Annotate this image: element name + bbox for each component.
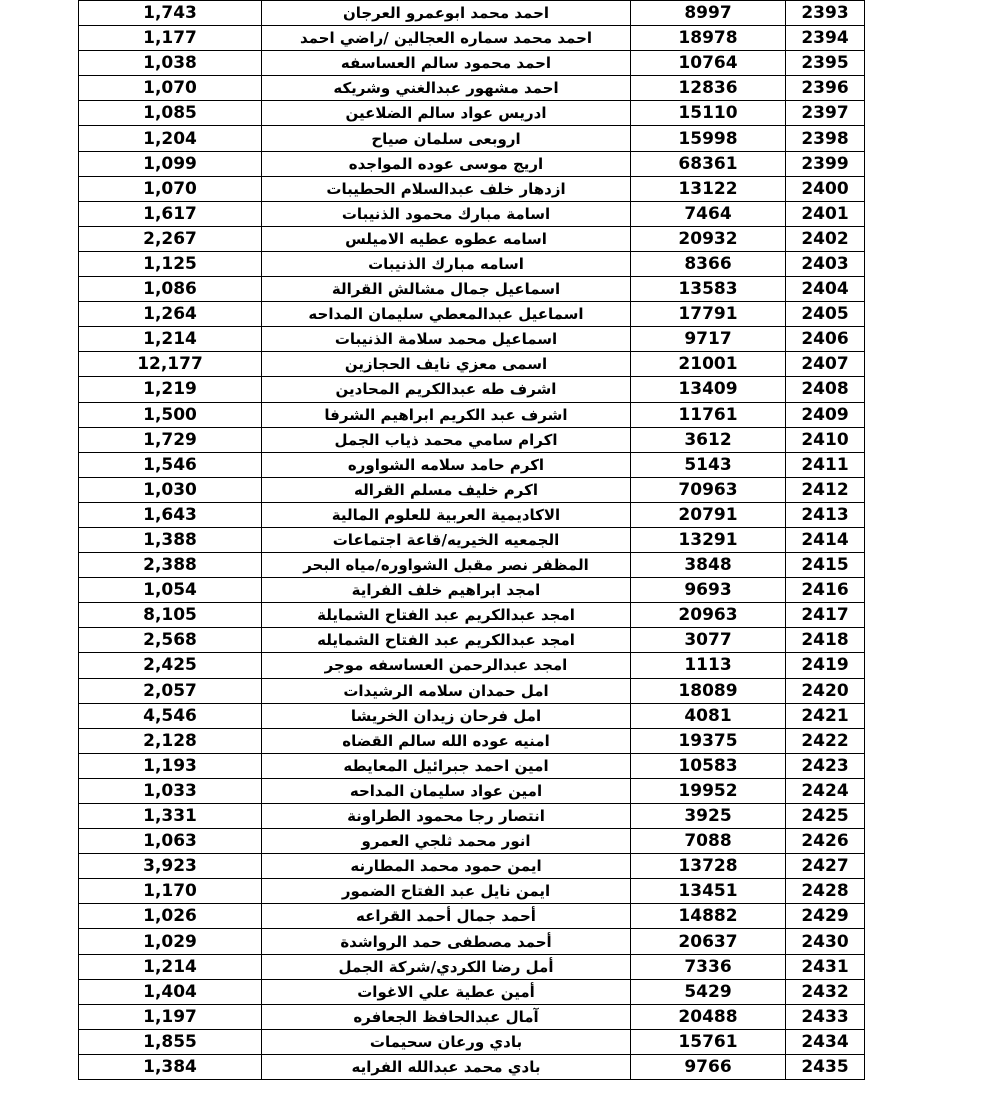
account-number-cell: 3925 — [631, 804, 786, 829]
amount-cell: 3,923 — [79, 854, 262, 879]
amount-cell: 2,128 — [79, 728, 262, 753]
amount-cell: 1,030 — [79, 477, 262, 502]
account-number-cell: 19375 — [631, 728, 786, 753]
sequence-number-cell: 2428 — [786, 879, 865, 904]
name-cell: اسامة مبارك محمود الذنيبات — [262, 201, 631, 226]
account-number-cell: 13728 — [631, 854, 786, 879]
name-cell: اكرام سامي محمد ذياب الجمل — [262, 427, 631, 452]
name-cell: امجد عبدالرحمن العساسفه موجر — [262, 653, 631, 678]
amount-cell: 1,033 — [79, 778, 262, 803]
sequence-number-cell: 2402 — [786, 226, 865, 251]
account-number-cell: 14882 — [631, 904, 786, 929]
amount-cell: 1,125 — [79, 251, 262, 276]
name-cell: اسامه عطوه عطيه الاميلس — [262, 226, 631, 251]
amount-cell: 1,214 — [79, 954, 262, 979]
amount-cell: 1,404 — [79, 979, 262, 1004]
sequence-number-cell: 2427 — [786, 854, 865, 879]
amount-cell: 1,193 — [79, 753, 262, 778]
amount-cell: 1,388 — [79, 527, 262, 552]
name-cell: اسماعيل عبدالمعطي سليمان المداحه — [262, 302, 631, 327]
ledger-table — [78, 0, 865, 1080]
sequence-number-cell: 2419 — [786, 653, 865, 678]
table-row — [79, 352, 865, 377]
sequence-number-cell: 2422 — [786, 728, 865, 753]
amount-cell: 1,070 — [79, 176, 262, 201]
table-row — [79, 854, 865, 879]
table-row — [79, 603, 865, 628]
sequence-number-cell: 2398 — [786, 126, 865, 151]
name-cell: امجد ابراهيم خلف الفراية — [262, 578, 631, 603]
sequence-number-cell: 2414 — [786, 527, 865, 552]
ledger-body — [79, 1, 865, 1080]
amount-cell: 1,177 — [79, 26, 262, 51]
account-number-cell: 9766 — [631, 1054, 786, 1079]
table-row — [79, 452, 865, 477]
account-number-cell: 7464 — [631, 201, 786, 226]
name-cell: المظفر نصر مقبل الشواوره/مياه البحر — [262, 553, 631, 578]
table-row — [79, 703, 865, 728]
amount-cell: 1,331 — [79, 804, 262, 829]
sequence-number-cell: 2408 — [786, 377, 865, 402]
table-row — [79, 929, 865, 954]
amount-cell: 1,029 — [79, 929, 262, 954]
table-row — [79, 979, 865, 1004]
sequence-number-cell: 2417 — [786, 603, 865, 628]
name-cell: انور محمد ثلجي العمرو — [262, 829, 631, 854]
amount-cell: 2,057 — [79, 678, 262, 703]
sequence-number-cell: 2418 — [786, 628, 865, 653]
sequence-number-cell: 2395 — [786, 51, 865, 76]
table-row — [79, 251, 865, 276]
table-row — [79, 427, 865, 452]
amount-cell: 1,617 — [79, 201, 262, 226]
table-row — [79, 377, 865, 402]
name-cell: امل حمدان سلامه الرشيدات — [262, 678, 631, 703]
account-number-cell: 20488 — [631, 1004, 786, 1029]
name-cell: اسامه مبارك الذنيبات — [262, 251, 631, 276]
amount-cell: 2,267 — [79, 226, 262, 251]
name-cell: اسمى معزي نايف الحجازين — [262, 352, 631, 377]
account-number-cell: 13583 — [631, 277, 786, 302]
table-row — [79, 1029, 865, 1054]
table-row — [79, 527, 865, 552]
sequence-number-cell: 2403 — [786, 251, 865, 276]
account-number-cell: 70963 — [631, 477, 786, 502]
name-cell: احمد محمد سماره العجالين /راضي احمد — [262, 26, 631, 51]
sequence-number-cell: 2421 — [786, 703, 865, 728]
amount-cell: 1,197 — [79, 1004, 262, 1029]
account-number-cell: 15761 — [631, 1029, 786, 1054]
amount-cell: 1,743 — [79, 1, 262, 26]
amount-cell: 1,855 — [79, 1029, 262, 1054]
name-cell: امين عواد سليمان المداحه — [262, 778, 631, 803]
table-row — [79, 402, 865, 427]
sequence-number-cell: 2435 — [786, 1054, 865, 1079]
account-number-cell: 8366 — [631, 251, 786, 276]
table-row — [79, 26, 865, 51]
sequence-number-cell: 2397 — [786, 101, 865, 126]
name-cell: امجد عبدالكريم عبد الفتاح الشمايلة — [262, 603, 631, 628]
sequence-number-cell: 2420 — [786, 678, 865, 703]
sequence-number-cell: 2394 — [786, 26, 865, 51]
amount-cell: 4,546 — [79, 703, 262, 728]
amount-cell: 1,214 — [79, 327, 262, 352]
sequence-number-cell: 2396 — [786, 76, 865, 101]
table-row — [79, 302, 865, 327]
account-number-cell: 20791 — [631, 502, 786, 527]
account-number-cell: 20932 — [631, 226, 786, 251]
name-cell: بادي ورعان سحيمات — [262, 1029, 631, 1054]
sequence-number-cell: 2412 — [786, 477, 865, 502]
amount-cell: 1,264 — [79, 302, 262, 327]
table-row — [79, 778, 865, 803]
amount-cell: 1,546 — [79, 452, 262, 477]
account-number-cell: 11761 — [631, 402, 786, 427]
amount-cell: 1,063 — [79, 829, 262, 854]
amount-cell: 1,054 — [79, 578, 262, 603]
name-cell: اشرف عبد الكريم ابراهيم الشرفا — [262, 402, 631, 427]
table-row — [79, 678, 865, 703]
account-number-cell: 5429 — [631, 979, 786, 1004]
name-cell: اكرم حامد سلامه الشواوره — [262, 452, 631, 477]
table-row — [79, 628, 865, 653]
account-number-cell: 3848 — [631, 553, 786, 578]
account-number-cell: 9717 — [631, 327, 786, 352]
name-cell: أحمد جمال أحمد القراعه — [262, 904, 631, 929]
sequence-number-cell: 2434 — [786, 1029, 865, 1054]
sequence-number-cell: 2425 — [786, 804, 865, 829]
sequence-number-cell: 2433 — [786, 1004, 865, 1029]
sequence-number-cell: 2401 — [786, 201, 865, 226]
table-row — [79, 51, 865, 76]
account-number-cell: 15110 — [631, 101, 786, 126]
amount-cell: 1,026 — [79, 904, 262, 929]
name-cell: اشرف طه عبدالكريم المحادين — [262, 377, 631, 402]
name-cell: اسماعيل محمد سلامة الذنيبات — [262, 327, 631, 352]
account-number-cell: 20963 — [631, 603, 786, 628]
table-row — [79, 226, 865, 251]
account-number-cell: 8997 — [631, 1, 786, 26]
amount-cell: 1,085 — [79, 101, 262, 126]
account-number-cell: 3077 — [631, 628, 786, 653]
table-row — [79, 954, 865, 979]
sequence-number-cell: 2424 — [786, 778, 865, 803]
table-row — [79, 176, 865, 201]
account-number-cell: 20637 — [631, 929, 786, 954]
table-row — [79, 327, 865, 352]
table-row — [79, 101, 865, 126]
table-row — [79, 201, 865, 226]
name-cell: أمل رضا الكردي/شركة الجمل — [262, 954, 631, 979]
name-cell: آمال عبدالحافظ الجعافره — [262, 1004, 631, 1029]
sequence-number-cell: 2429 — [786, 904, 865, 929]
account-number-cell: 7088 — [631, 829, 786, 854]
name-cell: الجمعيه الخيريه/قاعة اجتماعات — [262, 527, 631, 552]
account-number-cell: 18978 — [631, 26, 786, 51]
name-cell: احمد مشهور عبدالغني وشريكه — [262, 76, 631, 101]
table-row — [79, 76, 865, 101]
name-cell: احمد محمود سالم العساسفه — [262, 51, 631, 76]
sequence-number-cell: 2404 — [786, 277, 865, 302]
amount-cell: 2,568 — [79, 628, 262, 653]
sequence-number-cell: 2399 — [786, 151, 865, 176]
table-row — [79, 1, 865, 26]
amount-cell: 1,204 — [79, 126, 262, 151]
sequence-number-cell: 2430 — [786, 929, 865, 954]
account-number-cell: 19952 — [631, 778, 786, 803]
account-number-cell: 13122 — [631, 176, 786, 201]
account-number-cell: 3612 — [631, 427, 786, 452]
table-row — [79, 653, 865, 678]
document-sheet — [78, 0, 864, 1098]
name-cell: انتصار رجا محمود الطراونة — [262, 804, 631, 829]
table-row — [79, 1054, 865, 1079]
amount-cell: 12,177 — [79, 352, 262, 377]
sequence-number-cell: 2415 — [786, 553, 865, 578]
account-number-cell: 18089 — [631, 678, 786, 703]
sequence-number-cell: 2431 — [786, 954, 865, 979]
name-cell: اكرم خليف مسلم القراله — [262, 477, 631, 502]
table-row — [79, 1004, 865, 1029]
amount-cell: 2,425 — [79, 653, 262, 678]
account-number-cell: 10764 — [631, 51, 786, 76]
name-cell: ادريس عواد سالم الضلاعين — [262, 101, 631, 126]
amount-cell: 1,086 — [79, 277, 262, 302]
account-number-cell: 13451 — [631, 879, 786, 904]
sequence-number-cell: 2409 — [786, 402, 865, 427]
amount-cell: 1,070 — [79, 76, 262, 101]
account-number-cell: 68361 — [631, 151, 786, 176]
sequence-number-cell: 2405 — [786, 302, 865, 327]
table-row — [79, 728, 865, 753]
table-row — [79, 879, 865, 904]
name-cell: ايمن نايل عبد الفتاح الضمور — [262, 879, 631, 904]
account-number-cell: 17791 — [631, 302, 786, 327]
account-number-cell: 4081 — [631, 703, 786, 728]
amount-cell: 1,170 — [79, 879, 262, 904]
sequence-number-cell: 2406 — [786, 327, 865, 352]
amount-cell: 1,219 — [79, 377, 262, 402]
table-row — [79, 904, 865, 929]
name-cell: امجد عبدالكريم عبد الفتاح الشمايله — [262, 628, 631, 653]
sequence-number-cell: 2407 — [786, 352, 865, 377]
account-number-cell: 12836 — [631, 76, 786, 101]
table-row — [79, 753, 865, 778]
account-number-cell: 7336 — [631, 954, 786, 979]
name-cell: أحمد مصطفى حمد الرواشدة — [262, 929, 631, 954]
account-number-cell: 13291 — [631, 527, 786, 552]
account-number-cell: 13409 — [631, 377, 786, 402]
account-number-cell: 15998 — [631, 126, 786, 151]
account-number-cell: 5143 — [631, 452, 786, 477]
sequence-number-cell: 2400 — [786, 176, 865, 201]
sequence-number-cell: 2410 — [786, 427, 865, 452]
amount-cell: 1,038 — [79, 51, 262, 76]
amount-cell: 1,729 — [79, 427, 262, 452]
amount-cell: 1,099 — [79, 151, 262, 176]
name-cell: اسماعيل جمال مشالش القرالة — [262, 277, 631, 302]
table-row — [79, 804, 865, 829]
sequence-number-cell: 2393 — [786, 1, 865, 26]
table-row — [79, 477, 865, 502]
table-row — [79, 502, 865, 527]
sequence-number-cell: 2416 — [786, 578, 865, 603]
name-cell: الاكاديمية العربية للعلوم المالية — [262, 502, 631, 527]
sequence-number-cell: 2423 — [786, 753, 865, 778]
table-row — [79, 277, 865, 302]
amount-cell: 2,388 — [79, 553, 262, 578]
name-cell: اروبعى سلمان صياح — [262, 126, 631, 151]
sequence-number-cell: 2432 — [786, 979, 865, 1004]
table-row — [79, 553, 865, 578]
amount-cell: 1,643 — [79, 502, 262, 527]
name-cell: اريج موسى عوده المواجده — [262, 151, 631, 176]
table-row — [79, 126, 865, 151]
account-number-cell: 1113 — [631, 653, 786, 678]
account-number-cell: 9693 — [631, 578, 786, 603]
table-row — [79, 829, 865, 854]
sequence-number-cell: 2426 — [786, 829, 865, 854]
account-number-cell: 21001 — [631, 352, 786, 377]
name-cell: ايمن حمود محمد المطارنه — [262, 854, 631, 879]
table-row — [79, 151, 865, 176]
name-cell: بادي محمد عبدالله الفرايه — [262, 1054, 631, 1079]
name-cell: احمد محمد ابوعمرو العرجان — [262, 1, 631, 26]
table-row — [79, 578, 865, 603]
name-cell: امين احمد جبرائيل المعايطه — [262, 753, 631, 778]
name-cell: امنيه عوده الله سالم القضاه — [262, 728, 631, 753]
sequence-number-cell: 2411 — [786, 452, 865, 477]
amount-cell: 1,500 — [79, 402, 262, 427]
amount-cell: 1,384 — [79, 1054, 262, 1079]
name-cell: امل فرحان زيدان الخريشا — [262, 703, 631, 728]
name-cell: ازدهار خلف عبدالسلام الحطيبات — [262, 176, 631, 201]
sequence-number-cell: 2413 — [786, 502, 865, 527]
name-cell: أمين عطية علي الاغوات — [262, 979, 631, 1004]
amount-cell: 8,105 — [79, 603, 262, 628]
account-number-cell: 10583 — [631, 753, 786, 778]
